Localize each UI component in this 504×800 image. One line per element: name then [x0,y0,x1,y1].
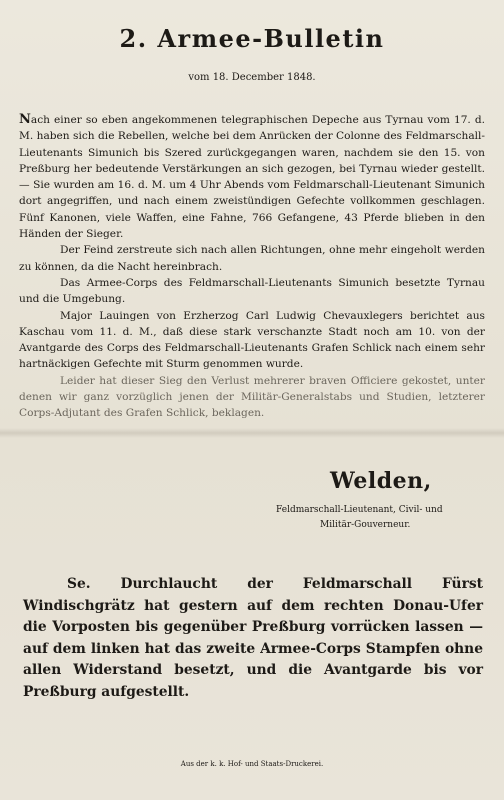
bulletin-title: 2. Armee-Bulletin [119,24,385,53]
paragraph-losses: Leider hat dieser Sieg den Verlust mehrerer braven Officiere gekostet, unter denen wir ganz vorzüglich jenen der Militär-Generalstabs und Studien, letzterer Corps-Adjutant des Grafen Schlick, beklagen. [19,374,485,420]
signature-title [276,503,476,533]
paper-fold [0,428,504,438]
paragraph-corps-occupied: Das Armee-Corps des Feldmarschall-Lieutenants Simunich besetzte Tyrnau und die Umgebung. [19,276,485,306]
signature-title-line1: Feldmarschall-Lieutenant, Civil- und [276,505,443,515]
printer-imprint: Aus der k. k. Hof- und Staats-Druckerei. [180,760,324,768]
paragraph-tyrnau-report: Nach einer so eben angekommenen telegraphischen Depeche aus Tyrnau vom 17. d. M. haben sich die Rebellen, welche bei dem Anrücken der Colonne des Feldmarschall-Lieutenants Simunich bis Szered zurückgegangen waren, nachdem sie den 15. von Preßburg her bedeutende Verstärkungen an sich gezogen, bei Tyrnau wieder gestellt. — Sie wurden am 16. d. M. um 4 Uhr Abends vom Feldmarschall-Lieutenant Simunich dort angegriffen, und nach einem zweistündigen Gefechte vollkommen geschlagen. Fünf Kanonen, viele Waffen, eine Fahne, 766 Gefangene, 43 Pferde blieben in den Händen der Sieger. [19,112,485,241]
paragraph-kaschau-report: Major Lauingen von Erzherzog Carl Ludwig Chevauxlegers berichtet aus Kaschau vom 11. d. M., daß diese stark verschanzte Stadt noch am 10. von der Avantgarde des Corps des Feldmarschall-Lieutenants Grafen Schlick nach einem sehr hartnäckigen Gefechte mit Sturm genommen wurde. [19,309,485,371]
bulletin-date: vom 18. December 1848. [188,72,316,83]
announcement-text: Se. Durchlaucht der Feldmarschall Fürst Windischgrätz hat gestern auf dem rechten Donau-Ufer die Vorposten bis gegenüber Preßburg vorrücken lassen — auf dem linken hat das zweite Armee-Corps Stampfen ohne allen Widerstand besetzt, und die Avantgarde bis vor Preßburg aufgestellt. [23,576,483,700]
bulletin-body [19,112,485,422]
signature-name: Welden, [330,468,432,494]
signature-title-line2: Militär-Gouverneur. [320,520,411,530]
paragraph-enemy-scattered: Der Feind zerstreute sich nach allen Richtungen, ohne mehr eingeholt werden zu können, da die Nacht hereinbrach. [19,244,485,273]
